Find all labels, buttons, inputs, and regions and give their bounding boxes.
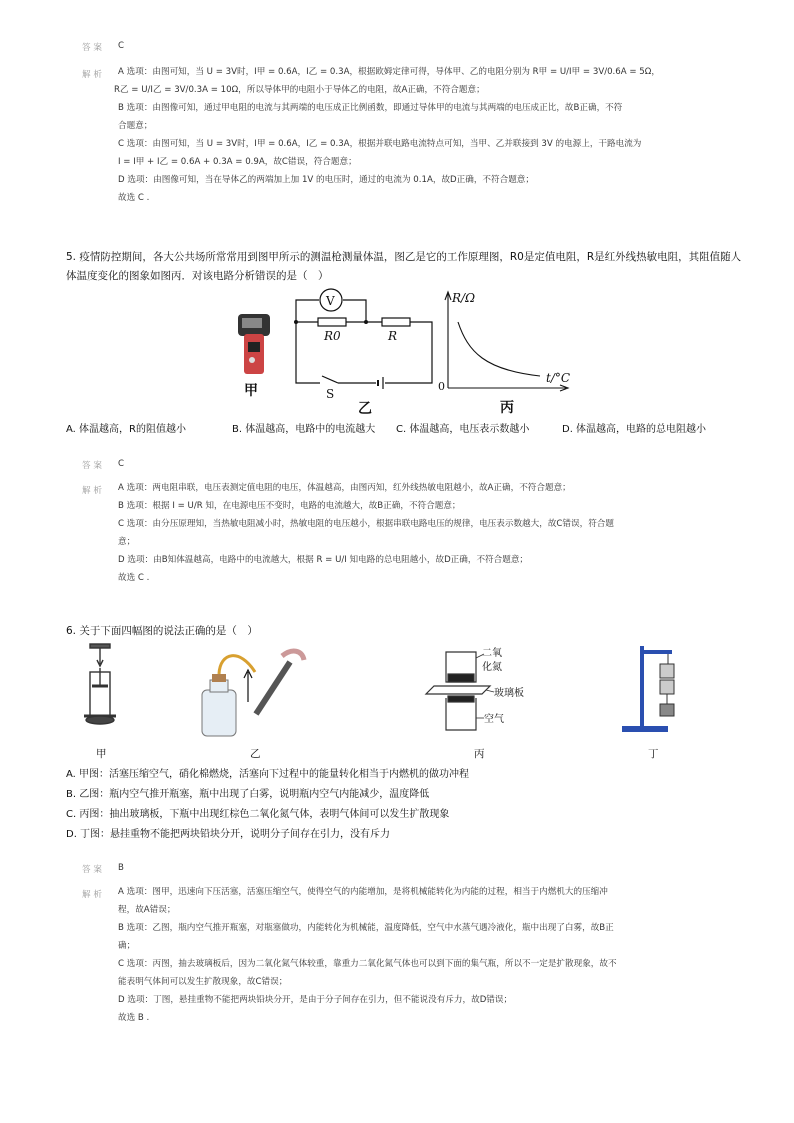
fig-caption-bing: 丙 <box>474 748 485 760</box>
fig-caption-bing: 丙 <box>500 400 514 416</box>
option-c[interactable]: C. 丙图：抽出玻璃板，下瓶中出现红棕色二氧化氮气体，表明气体间可以发生扩散现象 <box>66 809 450 820</box>
analysis-line: A 选项：图甲，迅速向下压活塞，活塞压缩空气，使得空气的内能增加，是将机械能转化为内能的过程，相当于内燃机大的压缩冲 <box>118 887 608 897</box>
r0-label: R0 <box>324 329 341 343</box>
voltmeter-label: V <box>326 294 335 308</box>
piston-apparatus-icon <box>84 644 116 724</box>
graph-y-label: R/Ω <box>452 291 476 305</box>
answer-value: C <box>118 459 125 469</box>
question-6-options <box>66 765 469 845</box>
answer-label: 答 案 <box>82 43 102 53</box>
analysis-line: 意； <box>118 537 136 547</box>
analysis-line: 能表明气体间可以发生扩散现象，故C错误； <box>118 977 288 987</box>
analysis-text <box>118 883 718 1027</box>
analysis-text <box>114 63 718 207</box>
analysis-line: 故选 B . <box>118 1013 150 1023</box>
analysis-line: D 选项：丁图，悬挂重物不能把两块铅块分开，是由于分子间存在引力，但不能说没有斥力，故D错误； <box>118 995 513 1005</box>
question-line: 5. 疫情防控期间，各大公共场所常常用到图甲所示的测温枪测量体温，图乙是它的工作原理图，R0是定值电阻，R是红外线热敏电阻，其阻值随人 <box>66 251 742 263</box>
analysis-line: 确； <box>118 941 136 951</box>
air-label: 空气 <box>484 714 504 725</box>
question-6-stem <box>66 622 258 641</box>
question-line: 6. 关于下面四幅图的说法正确的是（ ） <box>66 625 258 637</box>
option-a[interactable]: A. 甲图：活塞压缩空气，硝化棉燃烧，活塞向下过程中的能量转化相当于内燃机的做功冲程 <box>66 769 470 780</box>
circuit-diagram <box>296 300 432 389</box>
answer-value: C <box>118 41 125 51</box>
option-d[interactable]: D. 体温越高，电路的总电阻越小 <box>562 424 707 435</box>
no2-label-1: 二氧 <box>482 648 502 659</box>
fig-caption-yi: 乙 <box>250 748 261 760</box>
analysis-label: 解 析 <box>82 70 102 80</box>
analysis-label: 解 析 <box>82 890 102 900</box>
fig-caption-jia: 甲 <box>96 748 107 760</box>
bottle-pump-icon <box>202 651 304 736</box>
question-6-figure <box>0 642 794 742</box>
analysis-line: 合题意； <box>118 121 153 131</box>
glass-plate-label: 玻璃板 <box>494 688 524 699</box>
analysis-line: D 选项：由图像可知，当在导体乙的两端加上加 1V 的电压时，通过的电流为 0.1A，故D正确，不符合题意； <box>118 175 534 185</box>
question-5-stem <box>66 248 741 286</box>
analysis-label: 解 析 <box>82 486 102 496</box>
analysis-line: B 选项：由图像可知，通过甲电阻的电流与其两端的电压成正比例函数，即通过导体甲的电流与其两端的电压成正比，故B正确，不符 <box>118 103 623 113</box>
analysis-line: 故选 C . <box>118 193 150 203</box>
option-c[interactable]: C. 体温越高，电压表示数越小 <box>396 424 530 435</box>
switch-label: S <box>326 387 335 401</box>
option-b[interactable]: B. 体温越高，电路中的电流越大 <box>232 424 376 435</box>
no2-label-2: 化氮 <box>482 662 502 673</box>
fig-caption-jia: 甲 <box>244 383 258 399</box>
analysis-line: D 选项：由B知体温越高，电路中的电流越大，根据 R = U/I 知电路的总电阻越小，故D正确，不符合题意； <box>118 555 529 565</box>
analysis-line: C 选项：由图可知，当 U = 3V时，I甲 = 0.6A，I乙 = 0.3A，根据并联电路电流特点可知，当甲、乙并联接到 3V 的电源上，干路电流为 <box>118 139 642 149</box>
analysis-line: 故选 C . <box>118 573 150 583</box>
question-line: 体温度变化的图象如图丙．对该电路分析错误的是（ ） <box>66 270 329 282</box>
option-b[interactable]: B. 乙图：瓶内空气推开瓶塞，瓶中出现了白雾，说明瓶内空气内能减少，温度降低 <box>66 789 430 800</box>
question-5-figure <box>0 282 794 422</box>
analysis-line: R乙 = U/I乙 = 3V/0.3A = 10Ω，所以导体甲的电阻小于导体乙的电阻，故A正确，不符合题意； <box>114 85 485 95</box>
analysis-line: C 选项：丙图，抽去玻璃板后，因为二氧化氮气体较重，靠重力二氧化氮气体也可以到下面的集气瓶，所以不一定是扩散现象，故不 <box>118 959 617 969</box>
option-a[interactable]: A. 体温越高，R的阻值越小 <box>66 424 186 435</box>
fig-caption-yi: 乙 <box>358 401 372 417</box>
analysis-line: I = I甲 + I乙 = 0.6A + 0.3A = 0.9A，故C错误，符合题意； <box>118 157 357 167</box>
analysis-line: A 选项：由图可知，当 U = 3V时，I甲 = 0.6A，I乙 = 0.3A，根据欧姆定律可得，导体甲、乙的电阻分别为 R甲 = U/I甲 = 3V/0.6A = 5Ω， <box>118 67 660 77</box>
graph-origin: 0 <box>438 380 445 393</box>
fig-caption-ding: 丁 <box>648 748 659 760</box>
option-d[interactable]: D. 丁图：悬挂重物不能把两块铅块分开，说明分子间存在引力，没有斥力 <box>66 829 391 840</box>
analysis-line: A 选项：两电阻串联，电压表测定值电阻的电压，体温越高，由图丙知，红外线热敏电阻越小，故A正确，不符合题意； <box>118 483 571 493</box>
answer-label: 答 案 <box>82 865 102 875</box>
analysis-line: 程，故A错误； <box>118 905 176 915</box>
r-label: R <box>388 329 398 343</box>
graph-x-label: t/°C <box>546 371 571 385</box>
lead-blocks-stand-icon <box>622 646 674 732</box>
answer-label: 答 案 <box>82 461 102 471</box>
analysis-line: B 选项：根据 I = U/R 知，在电源电压不变时，电路的电流越大，故B正确，不符合题意； <box>118 501 461 511</box>
analysis-line: C 选项：由分压原理知，当热敏电阻减小时，热敏电阻的电压越小，根据串联电路电压的规律，电压表示数越大，故C错误，符合题 <box>118 519 614 529</box>
answer-value: B <box>118 863 124 873</box>
analysis-text <box>118 479 718 587</box>
thermometer-gun-icon <box>238 314 270 374</box>
analysis-line: B 选项：乙图，瓶内空气推开瓶塞，对瓶塞做功，内能转化为机械能，温度降低，空气中水蒸气遇冷液化，瓶中出现了白雾，故B正 <box>118 923 614 933</box>
